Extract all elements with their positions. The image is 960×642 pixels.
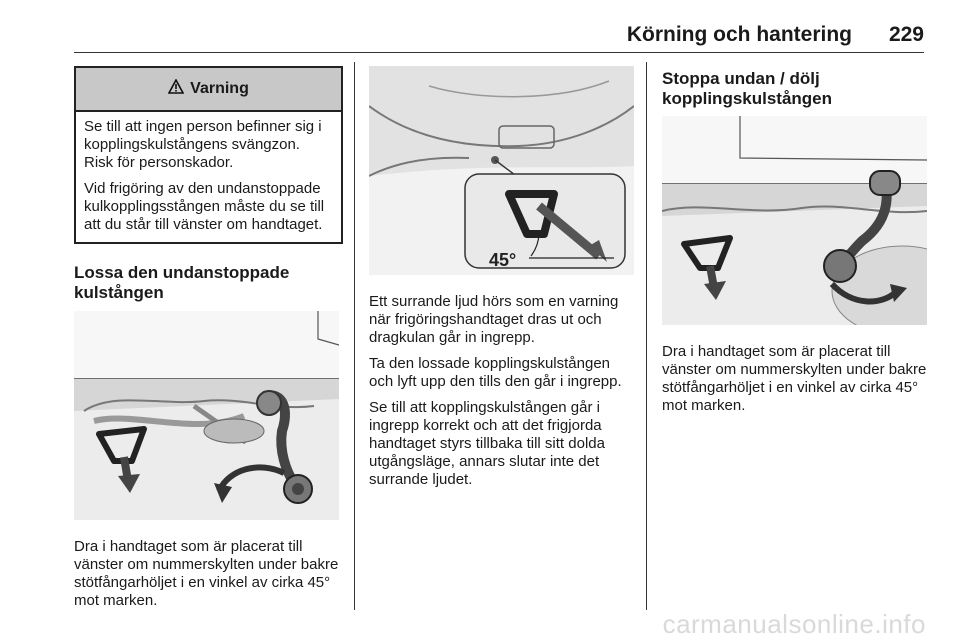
section-heading-release: Lossa den undanstoppade kulstången [74, 263, 290, 302]
figure-release-handle [74, 311, 339, 520]
warning-title: Varning [190, 80, 249, 97]
body-text: Ett surrande ljud hörs som en varning när frigöringshandtaget dras ut och dragkulan går in ingrepp. [369, 293, 619, 346]
warning-text: Vid frigöring av den undanstoppade kulkopplingsstången måste du se till att du står till vänster om handtaget. [84, 180, 325, 233]
column-divider [354, 62, 355, 610]
warning-text: Se till att ingen person befinner sig i kopplingskulstångens svängzon. Risk för personskador. [84, 118, 322, 171]
warning-box [74, 66, 343, 244]
body-text: Ta den lossade kopplingskulstången och lyft upp den tills den går i ingrepp. [369, 355, 622, 390]
section-heading-stow: Stoppa undan / dölj kopplingskulstången [662, 69, 833, 108]
watermark: carmanualsonline.info [662, 609, 926, 639]
figure-handle-45-degrees [369, 66, 634, 275]
figure-angle-label: 45° [489, 250, 517, 270]
header-rule [74, 52, 924, 53]
page-number: 229 [888, 23, 924, 46]
warning-icon [168, 79, 184, 99]
column-divider [646, 62, 647, 610]
body-text: Se till att kopplingskulstången går i ingrepp korrekt och att det frigjorda handtaget styrs tillbaka till sitt dolda utgångsläge, annars slutar inte det surrande ljudet. [369, 399, 605, 488]
warning-header [76, 68, 341, 112]
figure-stow-ball [662, 116, 927, 325]
caption-release: Dra i handtaget som är placerat till vänster om nummerskylten under bakre stötfångarhöljet i en vinkel av cirka 45° mot marken. [74, 538, 339, 609]
caption-stow: Dra i handtaget som är placerat till vänster om nummerskylten under bakre stötfångarhöljet i en vinkel av cirka 45° mot marken. [662, 343, 927, 414]
running-header: Körning och hantering [626, 23, 852, 46]
